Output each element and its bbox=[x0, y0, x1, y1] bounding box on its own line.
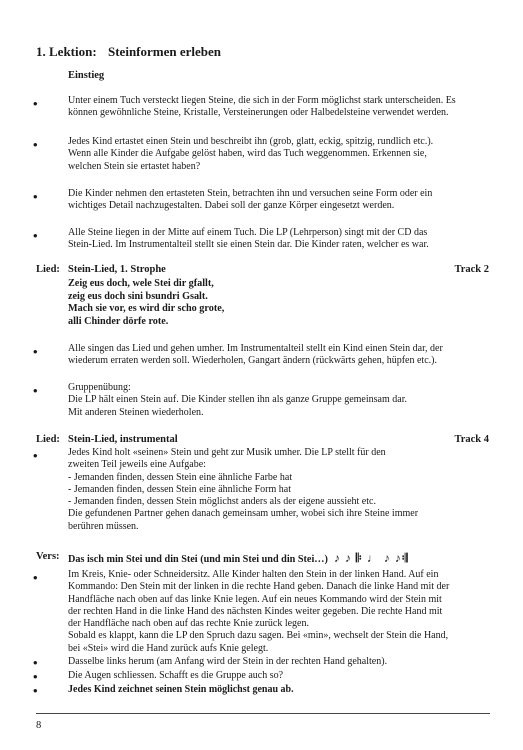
bullet-marker: • bbox=[33, 570, 38, 585]
section-subheading: Einstieg bbox=[68, 70, 105, 81]
lied-label: Lied: bbox=[36, 434, 60, 445]
intro-bullet-4: Alle Steine liegen in der Mitte auf einem Tuch. Die LP (Lehrperson) singt mit der CD das Stein-Lied. Im Instrumentalteil stellt sie einen Stein dar. Die Kinder raten, welcher es war. bbox=[68, 227, 429, 251]
mid-bullet-1: Alle singen das Lied und gehen umher. Im Instrumentalteil stellt ein Kind einen Stein dar, der wiederum erraten werden soll. Wiederholen, Gangart ändern (rückwärts gehen, hüpfen etc.). bbox=[68, 343, 443, 367]
lesson-number: 1. Lektion: bbox=[36, 44, 97, 59]
rhythm-notation-icon: ♪ ♪ 𝄆 ♩ ♪ ♪𝄇 bbox=[333, 551, 409, 565]
lied-label: Lied: bbox=[36, 264, 60, 275]
bullet-marker: • bbox=[33, 383, 38, 398]
vers-text: Das isch min Stei und din Stei (und min Stei und din Stei…) ♪ ♪ 𝄆 ♩ ♪ ♪𝄇 bbox=[68, 551, 409, 565]
final-bullet-3: Die Augen schliessen. Schafft es die Gruppe auch so? bbox=[68, 670, 284, 681]
bullet-marker: • bbox=[33, 344, 38, 359]
page-number: 8 bbox=[36, 720, 42, 731]
bullet-marker: • bbox=[33, 137, 38, 152]
track-number: Track 2 bbox=[454, 264, 489, 275]
lesson-heading bbox=[36, 44, 221, 60]
final-bullet-1: Im Kreis, Knie- oder Schneidersitz. Alle Kinder halten den Stein in der linken Hand. Auf ein Kommando: Den Stein mit der linken in die rechte Hand geben. Danach die linke Hand mit der Handfläche nach oben auf das linke Knie legen. Auf ein neues Kommando wird der Stein mit der rechten Hand in die linke Hand des nächsten Kindes weiter gegeben. Die rechte Hand mit der Handfläche nach oben auf das rechte Knie zurück legen. Sobald es klappt, kann die LP den Spruch dazu sagen. Bei «min», wechselt der Stein die Hand, bei «Stei» wird die Hand zurück aufs Knie gelegt. bbox=[68, 569, 450, 654]
bullet-marker: • bbox=[33, 683, 38, 698]
final-bullet-2: Dasselbe links herum (am Anfang wird der Stein in der rechten Hand gehalten). bbox=[68, 656, 388, 667]
footer-rule bbox=[36, 713, 490, 714]
song-title: Stein-Lied, instrumental bbox=[68, 434, 178, 445]
song-lyrics: Zeig eus doch, wele Stei dir gfallt, zeig eus doch sini bsundri Gsalt. Mach sie vor, es wird dir scho grote, alli Chinder dörfe rote. bbox=[68, 278, 225, 327]
bullet-marker: • bbox=[33, 228, 38, 243]
bullet-marker: • bbox=[33, 96, 38, 111]
intro-bullet-1: Unter einem Tuch versteckt liegen Steine, die sich in der Form möglichst stark unterscheiden. Es können gewöhnliche Steine, Kristalle, Versteinerungen oder Halbedelsteine verwendet werden. bbox=[68, 95, 456, 119]
song-title: Stein-Lied, 1. Strophe bbox=[68, 264, 166, 275]
intro-bullet-2: Jedes Kind ertastet einen Stein und beschreibt ihn (grob, glatt, eckig, spitzig, rundlich etc.). Wenn alle Kinder die Aufgabe gelöst haben, wird das Tuch weggenommen. Erkennen sie, welchen Stein sie ertastet haben? bbox=[68, 136, 434, 172]
final-bullet-4: Jedes Kind zeichnet seinen Stein möglichst genau ab. bbox=[68, 684, 294, 695]
bullet-marker: • bbox=[33, 448, 38, 463]
bullet-marker: • bbox=[33, 189, 38, 204]
track-number: Track 4 bbox=[454, 434, 489, 445]
bullet-marker: • bbox=[33, 655, 38, 670]
bullet-marker: • bbox=[33, 669, 38, 684]
intro-bullet-3: Die Kinder nehmen den ertasteten Stein, betrachten ihn und versuchen seine Form oder ein wichtiges Detail nachzugestalten. Dabei soll der ganze Körper eingesetzt werden. bbox=[68, 188, 433, 212]
vers-label: Vers: bbox=[36, 551, 60, 562]
instrumental-instructions: Jedes Kind holt «seinen» Stein und geht zur Musik umher. Die LP stellt für den zweiten Teil jeweils eine Aufgabe: - Jemanden finden, dessen Stein eine ähnliche Farbe hat - Jemanden finden, dessen Stein eine ähnliche Form hat - Jemanden finden, dessen Stein möglichst anders als der eigene aussieht etc. Die gefundenen Partner gehen danach gemeinsam umher, wobei sich ihre Steine immer berühren müssen. bbox=[68, 447, 419, 532]
lesson-title: Steinformen erleben bbox=[108, 44, 222, 59]
mid-bullet-2: Gruppenübung: Die LP hält einen Stein auf. Die Kinder stellen ihn als ganze Gruppe gemeinsam dar. Mit anderen Steinen wiederholen. bbox=[68, 382, 407, 418]
